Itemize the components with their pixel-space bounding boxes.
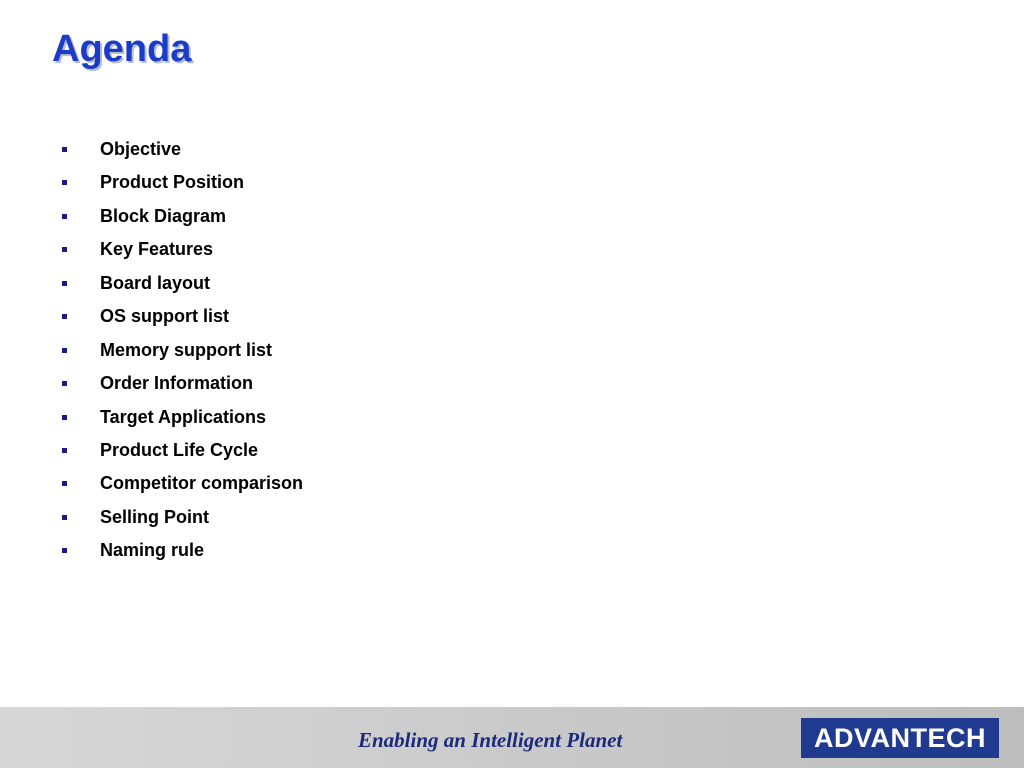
square-bullet-icon — [62, 214, 67, 219]
square-bullet-icon — [62, 147, 67, 152]
agenda-item-label: Board layout — [100, 272, 211, 293]
agenda-item-label: Key Features — [100, 239, 214, 260]
square-bullet-icon — [62, 247, 67, 252]
advantech-logo — [801, 718, 999, 758]
agenda-item-label: Memory support list — [100, 339, 273, 360]
square-bullet-icon — [62, 381, 67, 386]
square-bullet-icon — [62, 180, 67, 185]
agenda-item-label: Target Applications — [100, 406, 267, 427]
square-bullet-icon — [62, 415, 67, 420]
square-bullet-icon — [62, 481, 67, 486]
slide-title: Agenda — [52, 28, 192, 70]
agenda-item-label: Block Diagram — [100, 205, 227, 226]
agenda-item-label: Product Position — [100, 172, 244, 193]
footer-tagline: Enabling an Intelligent Planet — [358, 728, 623, 752]
square-bullet-icon — [62, 448, 67, 453]
agenda-item-label: Selling Point — [100, 506, 210, 527]
agenda-item-label: Naming rule — [100, 540, 205, 561]
logo-text: ADVANTECH — [814, 723, 986, 753]
square-bullet-icon — [62, 348, 67, 353]
agenda-item-label: Objective — [100, 139, 182, 159]
square-bullet-icon — [62, 548, 67, 553]
agenda-item-label: Order Information — [100, 373, 254, 394]
agenda-item-label: Product Life Cycle — [100, 439, 259, 460]
agenda-item-label: OS support list — [100, 306, 230, 327]
square-bullet-icon — [62, 281, 67, 286]
square-bullet-icon — [62, 314, 67, 319]
agenda-item-label: Competitor comparison — [100, 473, 304, 494]
square-bullet-icon — [62, 515, 67, 520]
